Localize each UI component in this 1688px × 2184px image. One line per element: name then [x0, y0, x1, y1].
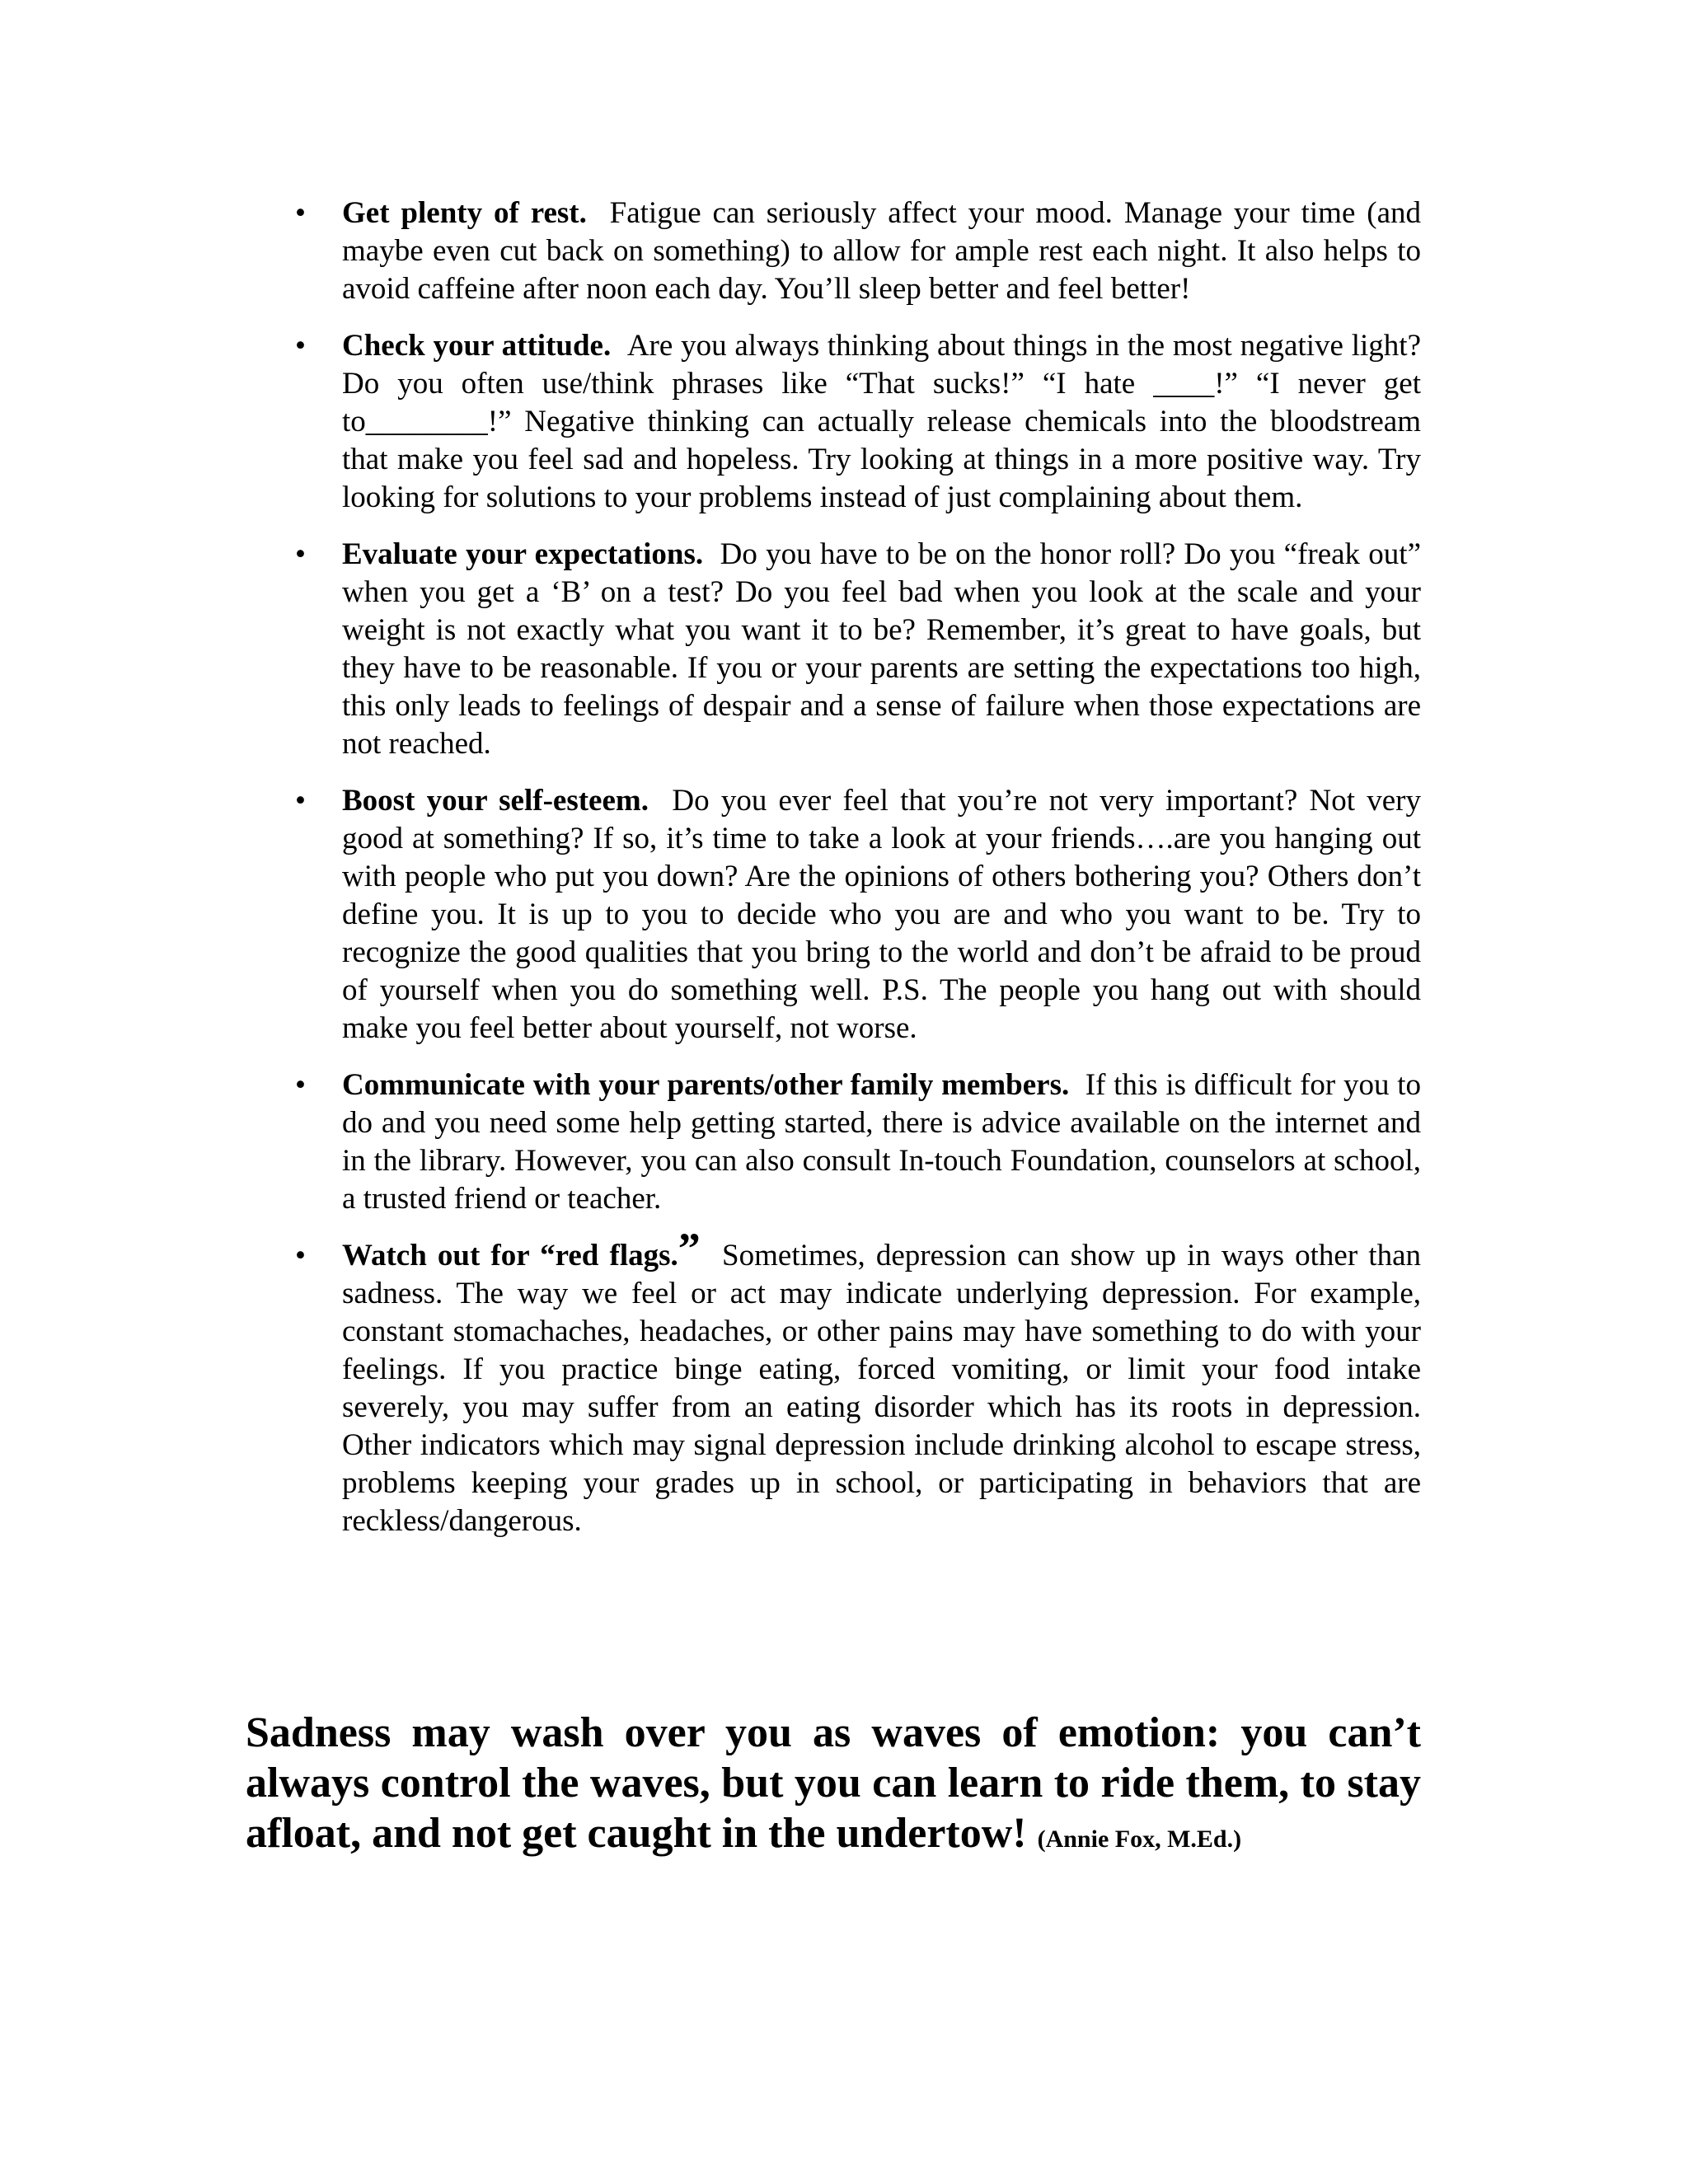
- tip-item-red-flags: [288, 1224, 1422, 1540]
- closing-quote-mark: ”: [678, 1224, 701, 1273]
- bullet-icon: •: [295, 1239, 306, 1272]
- bullet-icon: •: [295, 784, 306, 818]
- tip-body: Are you always thinking about things in the most negative light? Do you often use/think phrases like “That sucks!” “I hate ____!” “I never get to________!” Negative thinking can actually release chemicals into the bloodstream that make you feel sad and hopeless. Try looking at things in a more positive way. Try looking for solutions to your problems instead of just complaining about them.: [342, 329, 1421, 514]
- quote-attribution: (Annie Fox, M.Ed.): [1037, 1825, 1242, 1853]
- tip-item-expectations: [288, 536, 1421, 763]
- tip-item-attitude: [288, 327, 1421, 517]
- tip-item-communicate: [288, 1066, 1421, 1218]
- tips-list: [288, 194, 1421, 1559]
- tip-heading: Boost your self-esteem.: [342, 784, 649, 818]
- tip-heading: Check your attitude.: [342, 329, 612, 363]
- tip-body: Fatigue can seriously affect your mood. Manage your time (and maybe even cut back on something) to allow for ample rest each night. It also helps to avoid caffeine after noon each day. You’ll sleep better and feel better!: [342, 196, 1422, 306]
- bullet-icon: •: [295, 537, 306, 571]
- tip-body: Sometimes, depression can show up in ways other than sadness. The way we feel or act may indicate underlying depression. For example, constant stomachaches, headaches, or other pains may have something to do with your feelings. If you practice binge eating, forced vomiting, or limit your food intake severely, you may suffer from an eating disorder which has its roots in depression. Other indicators which may signal depression include drinking alcohol to escape stress, problems keeping your grades up in school, or participating in behaviors that are reckless/dangerous.: [342, 1239, 1422, 1538]
- tip-item-self-esteem: [288, 782, 1421, 1047]
- bullet-icon: •: [295, 329, 306, 363]
- tip-body: Do you have to be on the honor roll? Do you “freak out” when you get a ‘B’ on a test? Do you feel bad when you look at the scale and your weight is not exactly what you want it to be? Remember, it’s great to have goals, but they have to be reasonable. If you or your parents are setting the expectations too high, this only leads to feelings of despair and a sense of failure when those expectations are not reached.: [342, 537, 1421, 761]
- tip-heading: Communicate with your parents/other family members.: [342, 1068, 1070, 1102]
- tip-heading: Evaluate your expectations.: [342, 537, 704, 571]
- tip-item-rest: [288, 194, 1421, 308]
- tip-body: If this is difficult for you to do and you need some help getting started, there is advice available on the internet and in the library. However, you can also consult In-touch Foundation, counselors at school, a trusted friend or teacher.: [342, 1068, 1422, 1216]
- tip-body: Do you ever feel that you’re not very important? Not very good at something? If so, it’s time to take a look at your friends….are you hanging out with people who put you down? Are the opinions of others bothering you? Others don’t define you. It is up to you to decide who you are and who you want to be. Try to recognize the good qualities that you bring to the world and don’t be afraid to be proud of yourself when you do something well. P.S. The people you hang out with should make you feel better about yourself, not worse.: [342, 784, 1421, 1045]
- bullet-icon: •: [295, 1068, 306, 1102]
- tip-heading: Get plenty of rest.: [342, 196, 587, 230]
- bullet-icon: •: [295, 196, 306, 230]
- closing-quote: [246, 1708, 1421, 1864]
- tip-heading: Watch out for “red flags.: [342, 1239, 678, 1272]
- quote-text: Sadness may wash over you as waves of emotion: you can’t always control the waves, but you can learn to ride them, to stay afloat, and not get caught in the undertow!: [246, 1709, 1421, 1857]
